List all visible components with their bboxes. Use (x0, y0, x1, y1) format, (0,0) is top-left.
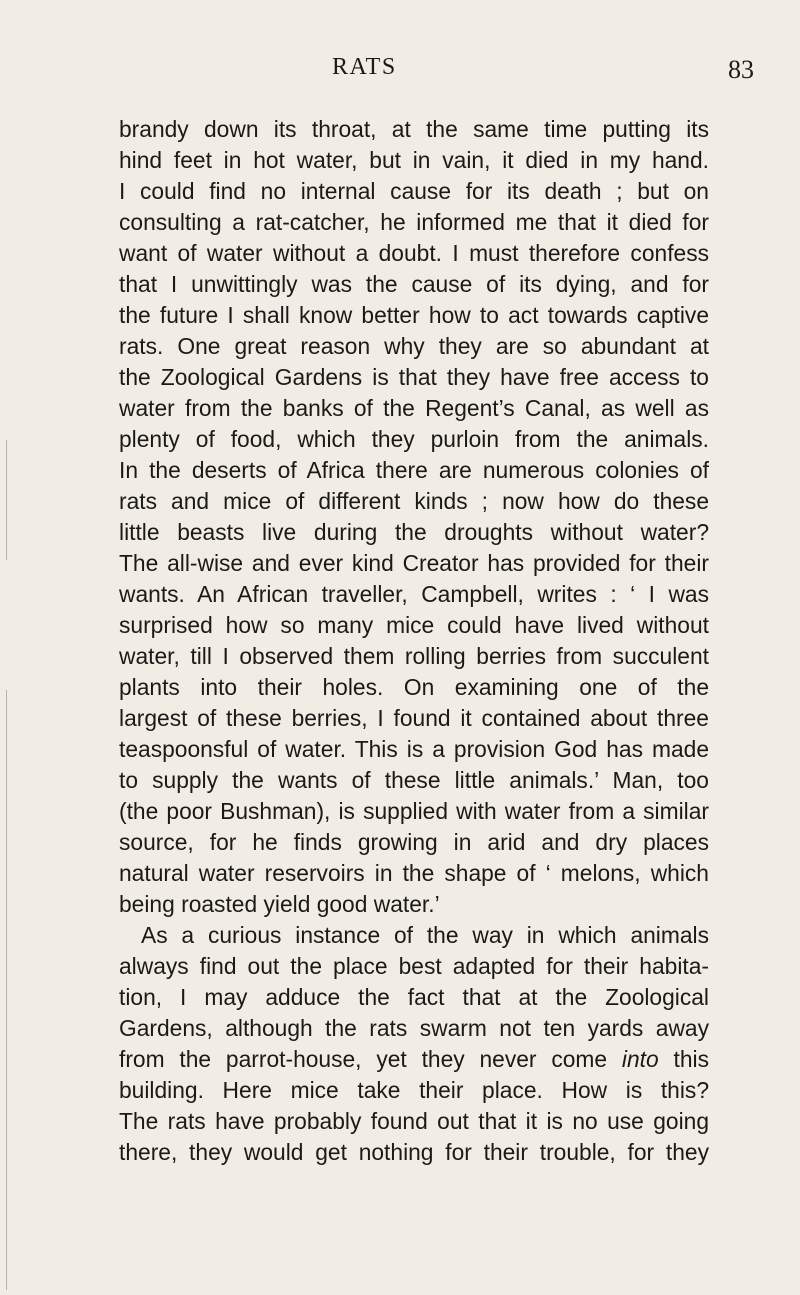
running-head (0, 52, 800, 92)
text-line: rats. One great reason why they are so abundant at (119, 333, 709, 359)
text-line: there, they would get nothing for their trouble, for they (119, 1139, 709, 1165)
text-line: The all-wise and ever kind Creator has provided for their (119, 550, 709, 576)
text-line: wants. An African traveller, Campbell, writes : ‘ I was (119, 581, 709, 607)
text-line: being roasted yield good water.’ (119, 891, 440, 917)
body-text (119, 114, 709, 1168)
paragraph-first-line: As a curious instance of the way in which animals (141, 922, 709, 948)
text-line: always find out the place best adapted for their habita- (119, 953, 709, 979)
text-line: largest of these berries, I found it contained about three (119, 705, 709, 731)
text-line: surprised how so many mice could have lived without (119, 612, 709, 638)
text-line: little beasts live during the droughts without water? (119, 519, 709, 545)
text-line: rats and mice of different kinds ; now how do these (119, 488, 709, 514)
text-line: building. Here mice take their place. How is this? (119, 1077, 709, 1103)
text-line: the future I shall know better how to act towards captive (119, 302, 709, 328)
text-line: to supply the wants of these little animals.’ Man, too (119, 767, 709, 793)
text-line: source, for he finds growing in arid and dry places (119, 829, 709, 855)
text-line: that I unwittingly was the cause of its dying, and for (119, 271, 709, 297)
text-line: tion, I may adduce the fact that at the Zoological (119, 984, 709, 1010)
text-run: from the parrot-house, yet they never come (119, 1046, 608, 1072)
text-line: Gardens, although the rats swarm not ten yards away (119, 1015, 709, 1041)
page-edge-shadow (6, 440, 7, 560)
text-line: teaspoonsful of water. This is a provision God has made (119, 736, 709, 762)
text-line: plants into their holes. On examining one of the (119, 674, 709, 700)
text-line: The rats have probably found out that it is no use going (119, 1108, 709, 1134)
text-line: want of water without a doubt. I must therefore confess (119, 240, 709, 266)
text-line: water from the banks of the Regent’s Canal, as well as (119, 395, 709, 421)
text-line-with-emphasis (119, 1044, 709, 1075)
text-line: natural water reservoirs in the shape of ‘ melons, which (119, 860, 709, 886)
text-line: I could find no internal cause for its death ; but on (119, 178, 709, 204)
page-number: 83 (728, 55, 754, 84)
text-line: In the deserts of Africa there are numerous colonies of (119, 457, 709, 483)
text-line: hind feet in hot water, but in vain, it died in my hand. (119, 147, 709, 173)
page-edge-shadow (6, 690, 7, 1290)
running-head-title: RATS (332, 54, 397, 80)
text-line: consulting a rat-catcher, he informed me that it died for (119, 209, 709, 235)
text-line: brandy down its throat, at the same time putting its (119, 116, 709, 142)
text-line: plenty of food, which they purloin from the animals. (119, 426, 709, 452)
text-line: the Zoological Gardens is that they have free access to (119, 364, 709, 390)
text-line: water, till I observed them rolling berries from succulent (119, 643, 709, 669)
emphasized-word: into (621, 1046, 659, 1072)
text-run: this (673, 1046, 709, 1072)
text-line: (the poor Bushman), is supplied with water from a similar (119, 798, 709, 824)
